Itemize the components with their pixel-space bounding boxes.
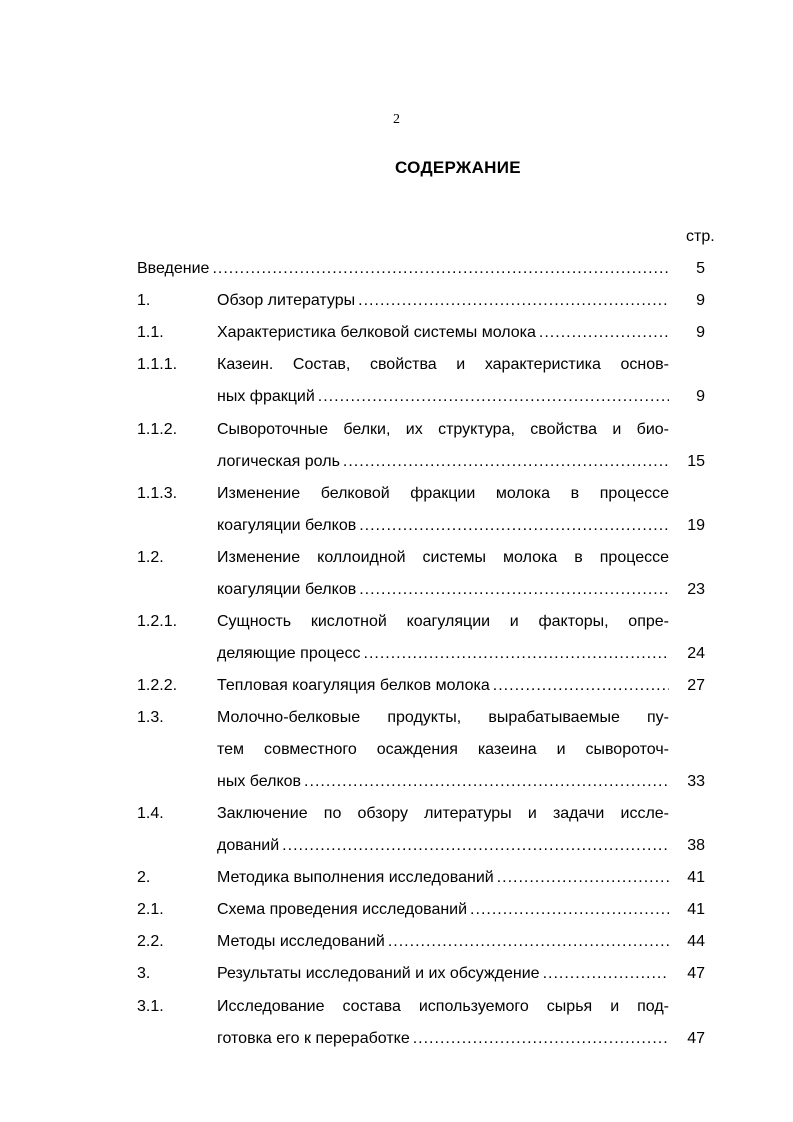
toc-entry-line — [137, 352, 705, 378]
leader-dots — [355, 288, 669, 314]
toc-entry-line — [137, 577, 705, 603]
toc-entry-text: Тепловая коагуляция белков молока — [217, 677, 490, 694]
toc-entry-line — [137, 641, 705, 667]
toc-entry-text: Казеин. Состав, свойства и характеристика основ- — [217, 356, 669, 373]
toc-entry-number: 1.2. — [137, 549, 164, 566]
toc-entry-line — [137, 994, 705, 1020]
toc-entry-page: 27 — [687, 677, 705, 694]
toc-entry-number: 2. — [137, 869, 151, 886]
leader-dots — [467, 897, 669, 923]
toc-entry-line — [137, 449, 705, 475]
toc-entry-text: Схема проведения исследований — [217, 901, 468, 918]
toc-entry-text: ных белков — [217, 773, 302, 790]
toc-entry — [137, 897, 705, 923]
toc-entry-text: Результаты исследований и их обсуждение — [217, 965, 540, 982]
toc-entry-text: логическая роль — [217, 453, 340, 470]
toc-entry-page: 33 — [687, 773, 705, 790]
leader-dots — [494, 865, 669, 891]
leader-dots — [209, 256, 669, 282]
toc-entry-number: 2.1. — [137, 901, 164, 918]
toc-entry-page: 44 — [687, 933, 705, 950]
toc-entry-number: 1.1.1. — [137, 356, 178, 373]
page-column-label: стр. — [686, 228, 715, 245]
toc-entry-text: ных фракций — [217, 388, 315, 405]
toc-entry-page: 47 — [687, 1030, 705, 1047]
toc-entry-page: 5 — [696, 260, 705, 277]
toc-entry-text: Исследование состава используемого сырья и под- — [217, 998, 669, 1015]
toc-entry-text: готовка его к переработке — [217, 1030, 410, 1047]
toc-entry-text: Изменение белковой фракции молока в процессе — [217, 485, 669, 502]
toc-entry-line — [137, 801, 705, 827]
toc-entry-page: 9 — [696, 292, 705, 309]
leader-dots — [410, 1026, 669, 1052]
toc-entry — [137, 256, 705, 282]
toc-entry — [137, 865, 705, 891]
toc-entry-line — [137, 833, 705, 859]
toc-entry-line — [137, 1026, 705, 1052]
toc-entry-text: Методика выполнения исследований — [217, 869, 494, 886]
toc-entry-text: Методы исследований — [217, 933, 385, 950]
toc-entry — [137, 288, 705, 314]
toc-entry — [137, 320, 705, 346]
toc-entry-number: 2.2. — [137, 933, 164, 950]
toc-entry-number: 1.2.2. — [137, 677, 178, 694]
toc-entry-text: Сущность кислотной коагуляции и факторы, опре- — [217, 613, 669, 630]
toc-entry-text: коагуляции белков — [217, 581, 357, 598]
toc-entry-text: коагуляции белков — [217, 517, 357, 534]
toc-entry-number: 3. — [137, 965, 151, 982]
toc-entry-number: 1.4. — [137, 805, 164, 822]
toc-entry-number: 1.3. — [137, 709, 164, 726]
toc-entry-line — [137, 481, 705, 507]
toc-entry-text: Введение — [137, 260, 210, 277]
toc-entry-line — [137, 769, 705, 795]
toc-entry-number: 3.1. — [137, 998, 164, 1015]
leader-dots — [356, 513, 669, 539]
toc-entry-text: Характеристика белковой системы молока — [217, 324, 536, 341]
leader-dots — [356, 577, 669, 603]
toc-entry-line — [137, 384, 705, 410]
toc-entry-number: 1.1.2. — [137, 421, 178, 438]
toc-entry-line — [137, 513, 705, 539]
toc-entry-text: дований — [217, 837, 280, 854]
toc-entry-line — [137, 545, 705, 571]
toc-entry-page: 38 — [687, 837, 705, 854]
leader-dots — [361, 641, 670, 667]
toc-entry-number: 1.1.3. — [137, 485, 178, 502]
toc-entry-page: 9 — [696, 388, 705, 405]
toc-entry-page: 47 — [687, 965, 705, 982]
leader-dots — [301, 769, 669, 795]
toc-entry-text: Сывороточные белки, их структура, свойства и био- — [217, 421, 669, 438]
toc-entry — [137, 929, 705, 955]
toc-entry-page: 23 — [687, 581, 705, 598]
toc-entry-line — [137, 609, 705, 635]
page-number: 2 — [393, 112, 400, 127]
toc-entry-text: Заключение по обзору литературы и задачи иссле- — [217, 805, 669, 822]
toc-entry-line — [137, 705, 705, 731]
toc-entry-page: 41 — [687, 901, 705, 918]
toc-entry-page: 24 — [687, 645, 705, 662]
toc-entry — [137, 673, 705, 699]
toc-entry-text: Обзор литературы — [217, 292, 356, 309]
leader-dots — [315, 384, 669, 410]
leader-dots — [490, 673, 669, 699]
toc-entry-number: 1. — [137, 292, 151, 309]
toc-entry-page: 15 — [687, 453, 705, 470]
toc-entry-page: 41 — [687, 869, 705, 886]
toc-entry-line — [137, 417, 705, 443]
toc-entry-page: 19 — [687, 517, 705, 534]
toc-entry-number: 1.1. — [137, 324, 164, 341]
toc-entry-text: деляющие процесс — [217, 645, 361, 662]
toc-entry-number: 1.2.1. — [137, 613, 178, 630]
leader-dots — [279, 833, 669, 859]
toc-entry-text: Изменение коллоидной системы молока в процессе — [217, 549, 669, 566]
leader-dots — [340, 449, 669, 475]
page-title: СОДЕРЖАНИЕ — [395, 158, 521, 177]
toc-entry-text: тем совместного осаждения казеина и сывороточ- — [217, 741, 669, 758]
toc-entry — [137, 961, 705, 987]
leader-dots — [536, 320, 669, 346]
toc-entry-text: Молочно-белковые продукты, вырабатываемые пу- — [217, 709, 669, 726]
leader-dots — [385, 929, 669, 955]
leader-dots — [540, 961, 669, 987]
toc-entry-page: 9 — [696, 324, 705, 341]
toc-entry-line — [137, 737, 705, 763]
